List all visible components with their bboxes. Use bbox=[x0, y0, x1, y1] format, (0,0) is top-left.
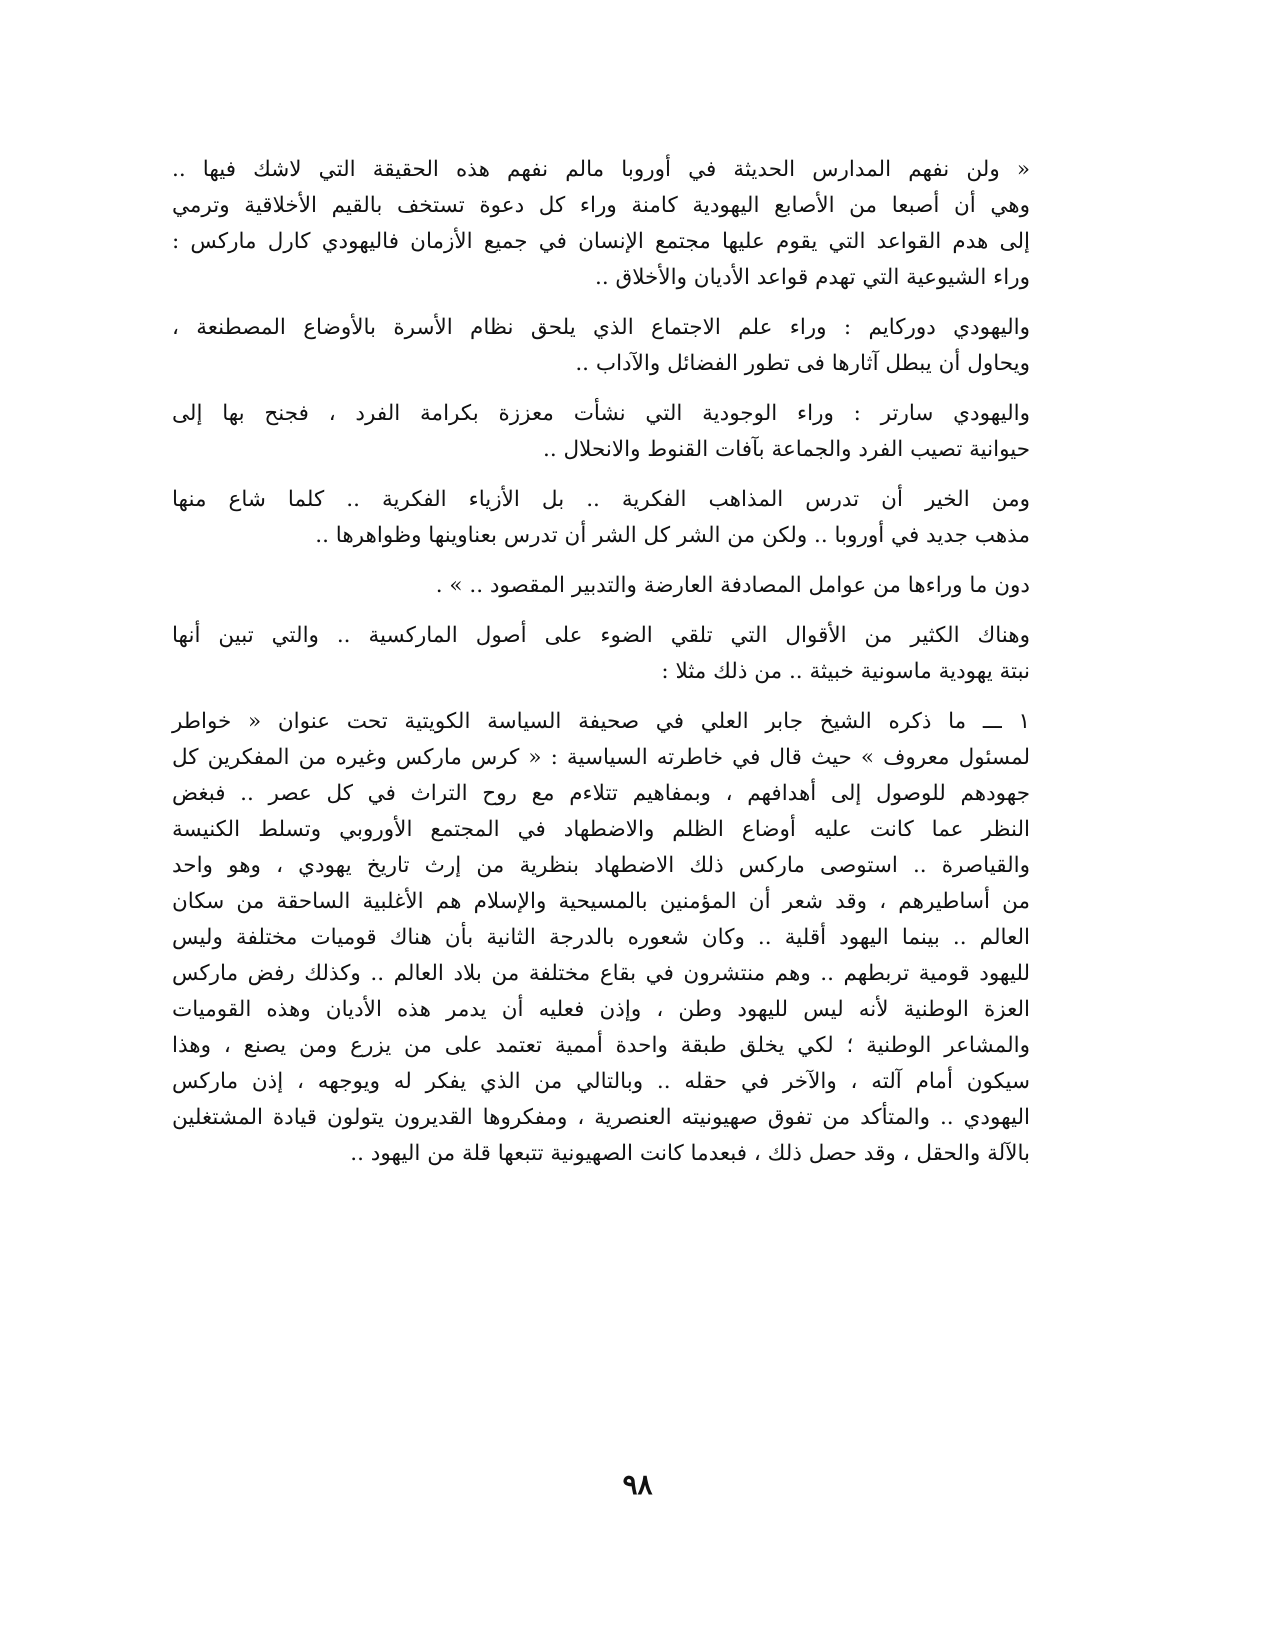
text-line: من أساطيرهم ، وقد شعر أن المؤمنين بالمسيحية والإسلام هم الأغلبية الساحقة من سكان bbox=[172, 889, 1030, 914]
text-line: العزة الوطنية لأنه ليس لليهود وطن ، وإذن فعليه أن يدمر هذه الأديان وهذه القوميات bbox=[172, 997, 1030, 1022]
text-line: واليهودي سارتر : وراء الوجودية التي نشأت معززة بكرامة الفرد ، فجنح بها إلى bbox=[172, 401, 1030, 426]
text-line: وراء الشيوعية التي تهدم قواعد الأديان والأخلاق .. bbox=[595, 265, 1030, 290]
text-line: ومن الخير أن تدرس المذاهب الفكرية .. بل الأزياء الفكرية .. كلما شاع منها bbox=[172, 487, 1030, 512]
text-line: واليهودي دوركايم : وراء علم الاجتماع الذي يلحق نظام الأسرة بالأوضاع المصطنعة ، bbox=[172, 315, 1030, 340]
text-line: جهودهم للوصول إلى أهدافهم ، وبمفاهيم تتلاءم مع روح التراث في كل عصر .. فبغض bbox=[172, 781, 1030, 806]
text-line: لليهود قومية تربطهم .. وهم منتشرون في بقاع مختلفة من بلاد العالم .. وكذلك رفض ماركس bbox=[172, 961, 1030, 986]
text-line: والقياصرة .. استوصى ماركس ذلك الاضطهاد بنظرية من إرث تاريخ يهودي ، وهو واحد bbox=[172, 853, 1030, 878]
text-line: دون ما وراءها من عوامل المصادفة العارضة والتدبير المقصود .. » . bbox=[435, 573, 1030, 598]
text-line: العالم .. بينما اليهود أقلية .. وكان شعوره بالدرجة الثانية بأن هناك قوميات مختلفة وليس bbox=[172, 925, 1030, 950]
text-line: ١ ـــ ما ذكره الشيخ جابر العلي في صحيفة السياسة الكويتية تحت عنوان « خواطر bbox=[172, 709, 1030, 734]
paragraph bbox=[172, 704, 1030, 1172]
text-line: بالآلة والحقل ، وقد حصل ذلك ، فبعدما كانت الصهيونية تتبعها قلة من اليهود .. bbox=[350, 1141, 1030, 1166]
paragraph bbox=[172, 568, 1030, 604]
paragraph bbox=[172, 482, 1030, 554]
text-line: سيكون أمام آلته ، والآخر في حقله .. وبالتالي من الذي يفكر له ويوجهه ، إذن ماركس bbox=[172, 1069, 1030, 1094]
page-number: ٩٨ bbox=[622, 1468, 653, 1501]
paragraph bbox=[172, 152, 1030, 296]
text-line: مذهب جديد في أوروبا .. ولكن من الشر كل الشر أن تدرس بعناوينها وظواهرها .. bbox=[315, 523, 1030, 548]
text-line: والمشاعر الوطنية ؛ لكي يخلق طبقة واحدة أممية تعتمد على من يزرع ومن يصنع ، وهذا bbox=[172, 1033, 1030, 1058]
text-line: إلى هدم القواعد التي يقوم عليها مجتمع الإنسان في جميع الأزمان فاليهودي كارل ماركس : bbox=[172, 229, 1030, 254]
body-text bbox=[172, 152, 1030, 1186]
paragraph bbox=[172, 396, 1030, 468]
text-line: وهناك الكثير من الأقوال التي تلقي الضوء على أصول الماركسية .. والتي تبين أنها bbox=[172, 623, 1030, 648]
text-line: ويحاول أن يبطل آثارها فى تطور الفضائل والآداب .. bbox=[575, 351, 1030, 376]
text-line: « ولن نفهم المدارس الحديثة في أوروبا مالم نفهم هذه الحقيقة التي لاشك فيها .. bbox=[172, 157, 1030, 182]
paragraph bbox=[172, 310, 1030, 382]
text-line: اليهودي .. والمتأكد من تفوق صهيونيته العنصرية ، ومفكروها القديرون يتولون قيادة المشتغلين bbox=[172, 1105, 1030, 1130]
text-line: النظر عما كانت عليه أوضاع الظلم والاضطهاد في المجتمع الأوروبي وتسلط الكنيسة bbox=[172, 817, 1030, 842]
text-line: وهي أن أصبعا من الأصابع اليهودية كامنة وراء كل دعوة تستخف بالقيم الأخلاقية وترمي bbox=[172, 193, 1030, 218]
text-line: حيوانية تصيب الفرد والجماعة بآفات القنوط والانحلال .. bbox=[543, 437, 1030, 462]
paragraph bbox=[172, 618, 1030, 690]
text-line: لمسئول معروف » حيث قال في خاطرته السياسية : « كرس ماركس وغيره من المفكرين كل bbox=[172, 745, 1030, 770]
text-line: نبتة يهودية ماسونية خبيثة .. من ذلك مثلا : bbox=[661, 659, 1030, 684]
